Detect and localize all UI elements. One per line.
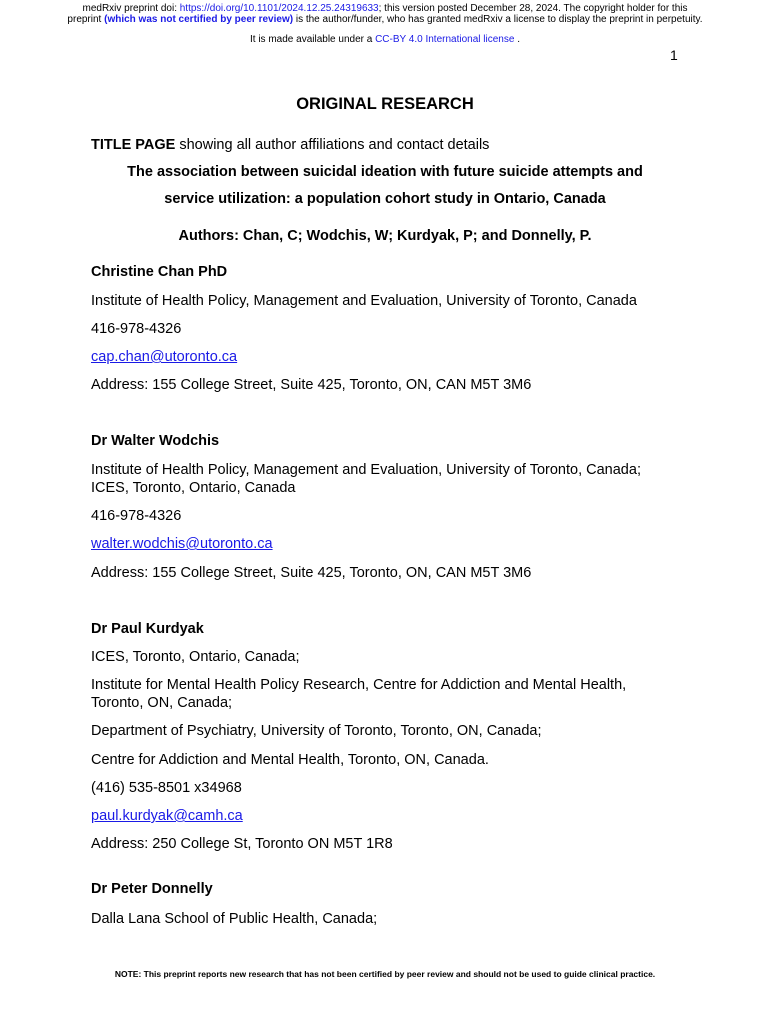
license-suffix: . — [514, 34, 520, 45]
author-email-wodchis[interactable]: walter.wodchis@utoronto.ca — [91, 536, 273, 552]
author-name-wodchis: Dr Walter Wodchis — [91, 433, 220, 449]
author-name-chan: Christine Chan PhD — [91, 264, 228, 280]
author-affiliation-donnelly: Dalla Lana School of Public Health, Canada; — [91, 911, 378, 927]
footer-note: NOTE: This preprint reports new research that has not been certified by peer review and should not be used to guide clinical practice. — [114, 969, 656, 979]
author-aff1-kurdyak: ICES, Toronto, Ontario, Canada; — [91, 649, 300, 665]
license-prefix: It is made available under a — [250, 34, 376, 45]
author-aff2-kurdyak-2: Toronto, ON, Canada; — [91, 695, 233, 711]
doi-link[interactable]: https://doi.org/10.1101/2024.12.25.24319633 — [179, 3, 379, 14]
author-phone-kurdyak: (416) 535-8501 x34968 — [91, 780, 242, 796]
author-affiliation-wodchis-1: Institute of Health Policy, Management and Evaluation, University of Toronto, Canada; — [91, 462, 641, 478]
license-link[interactable]: CC-BY 4.0 International license — [375, 34, 515, 45]
license-line — [0, 34, 770, 46]
header-prefix: medRxiv preprint doi: — [82, 3, 180, 14]
author-address-chan: Address: 155 College Street, Suite 425, Toronto, ON, CAN M5T 3M6 — [91, 377, 532, 393]
author-name-donnelly: Dr Peter Donnelly — [91, 881, 213, 897]
authors-line: Authors: Chan, C; Wodchis, W; Kurdyak, P; and Donnelly, P. — [178, 228, 592, 244]
paper-title-line2: service utilization: a population cohort study in Ontario, Canada — [164, 191, 606, 207]
author-phone-chan: 416-978-4326 — [91, 321, 182, 337]
preprint-header-line2 — [0, 14, 770, 26]
author-email-kurdyak[interactable]: paul.kurdyak@camh.ca — [91, 808, 243, 824]
author-email-chan[interactable]: cap.chan@utoronto.ca — [91, 349, 238, 365]
author-affiliation-wodchis-2: ICES, Toronto, Ontario, Canada — [91, 480, 296, 496]
author-name-kurdyak: Dr Paul Kurdyak — [91, 621, 204, 637]
peer-review-notice: (which was not certified by peer review) — [104, 14, 294, 25]
author-aff2-kurdyak-1: Institute for Mental Health Policy Research, Centre for Addiction and Mental Health, — [91, 677, 627, 693]
section-heading: ORIGINAL RESEARCH — [296, 95, 474, 113]
header-line2-prefix: preprint — [67, 14, 105, 25]
title-page-bold: TITLE PAGE — [91, 137, 176, 153]
header-line2-suffix: is the author/funder, who has granted medRxiv a license to display the preprint in perpetuity. — [293, 14, 703, 25]
author-address-wodchis: Address: 155 College Street, Suite 425, Toronto, ON, CAN M5T 3M6 — [91, 565, 532, 581]
author-phone-wodchis: 416-978-4326 — [91, 508, 182, 524]
author-aff4-kurdyak: Centre for Addiction and Mental Health, Toronto, ON, Canada. — [91, 752, 489, 768]
header-suffix: ; this version posted December 28, 2024. The copyright holder for this — [378, 3, 688, 14]
author-address-kurdyak: Address: 250 College St, Toronto ON M5T 1R8 — [91, 836, 393, 852]
paper-title-line1: The association between suicidal ideation with future suicide attempts and — [127, 164, 643, 180]
author-affiliation-chan: Institute of Health Policy, Management and Evaluation, University of Toronto, Canada — [91, 293, 637, 309]
title-page-label — [91, 136, 489, 154]
title-page-rest: showing all author affiliations and contact details — [175, 137, 490, 153]
author-aff3-kurdyak: Department of Psychiatry, University of Toronto, Toronto, ON, Canada; — [91, 723, 542, 739]
page-number: 1 — [670, 47, 678, 63]
